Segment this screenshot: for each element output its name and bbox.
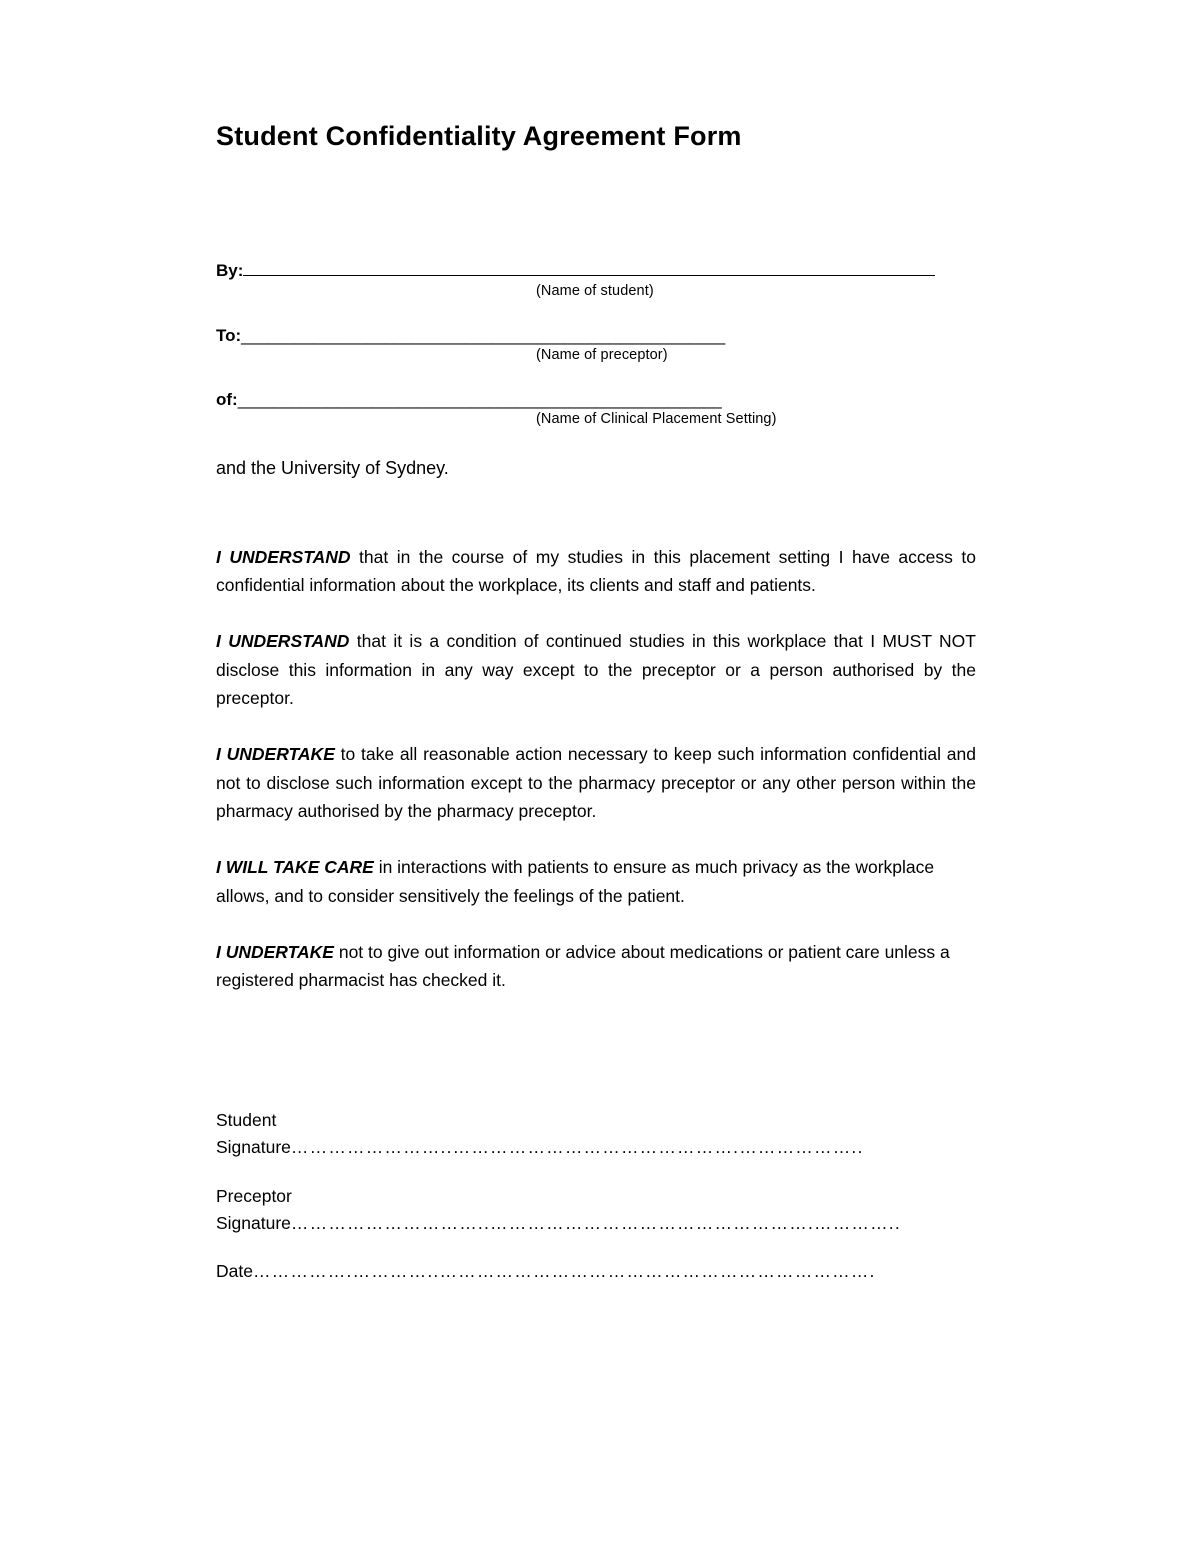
paragraph-text: in interactions with patients to ensure as much privacy as the workplace allows, and to consider sensitively the feelings of the patient. (216, 857, 935, 906)
signature-role-student: Student (216, 1109, 277, 1130)
field-rule-to[interactable]: ______________________________________________________ (241, 325, 725, 345)
field-row-placement (216, 389, 976, 427)
document-content (216, 120, 976, 1282)
paragraph-understand-condition (216, 627, 976, 712)
paragraph-lead: I UNDERTAKE (216, 941, 334, 962)
paragraph-lead: I WILL TAKE CARE (216, 857, 374, 878)
signature-role-preceptor: Preceptor (216, 1185, 292, 1206)
paragraph-undertake-confidential (216, 740, 976, 825)
field-caption-placement: (Name of Clinical Placement Setting) (536, 411, 777, 428)
date-label: Date (216, 1261, 253, 1282)
signature-label-student: Signature (216, 1136, 291, 1157)
field-rule-of[interactable]: ______________________________________________________ (237, 389, 722, 409)
paragraph-lead: I UNDERSTAND (216, 546, 351, 567)
date-line[interactable]: …………….…………..……………………………………………………………. (252, 1261, 876, 1282)
signature-row-preceptor (216, 1183, 976, 1237)
paragraph-lead: I UNDERTAKE (216, 744, 335, 765)
field-label-by: By: (216, 261, 244, 281)
form-fields (216, 260, 976, 480)
field-caption-student: (Name of student) (536, 282, 654, 299)
paragraph-lead: I UNDERSTAND (216, 631, 350, 652)
field-row-preceptor (216, 325, 976, 363)
signature-label-preceptor: Signature (216, 1213, 291, 1234)
agreement-paragraphs (216, 543, 976, 995)
paragraph-text: not to give out information or advice about medications or patient care unless a registered pharmacist has checked it. (216, 941, 950, 991)
university-line: and the University of Sydney. (216, 458, 449, 479)
signature-block (216, 1107, 976, 1283)
paragraph-text: to take all reasonable action necessary to keep such information confidential and not to disclose such information except to the pharmacy preceptor or any other person within the pharmacy authorised by the pharmacy preceptor. (216, 744, 976, 821)
page-title: Student Confidentiality Agreement Form (216, 121, 742, 151)
paragraph-understand-access (216, 543, 976, 600)
signature-line-preceptor[interactable]: …………………………..…………………………………………….………….. (290, 1213, 901, 1234)
paragraph-will-take-care (216, 853, 976, 910)
field-row-student (216, 260, 976, 298)
signature-line-student[interactable]: ……………………..……………………………………….……………….. (290, 1136, 864, 1157)
paragraph-text: that it is a condition of continued studies in this workplace that I MUST NOT disclose this information in any way except to the preceptor or a person authorised by the preceptor. (216, 631, 976, 708)
field-rule-by[interactable] (243, 261, 935, 276)
field-label-of: of: (216, 389, 238, 409)
paragraph-undertake-advice (216, 938, 976, 995)
field-caption-preceptor: (Name of preceptor) (536, 346, 668, 363)
paragraph-text: that in the course of my studies in this placement setting I have access to confidential information about the workplace, its clients and staff and patients. (216, 546, 976, 595)
date-row (216, 1261, 976, 1282)
field-label-to: To: (216, 325, 242, 345)
signature-row-student (216, 1107, 976, 1161)
